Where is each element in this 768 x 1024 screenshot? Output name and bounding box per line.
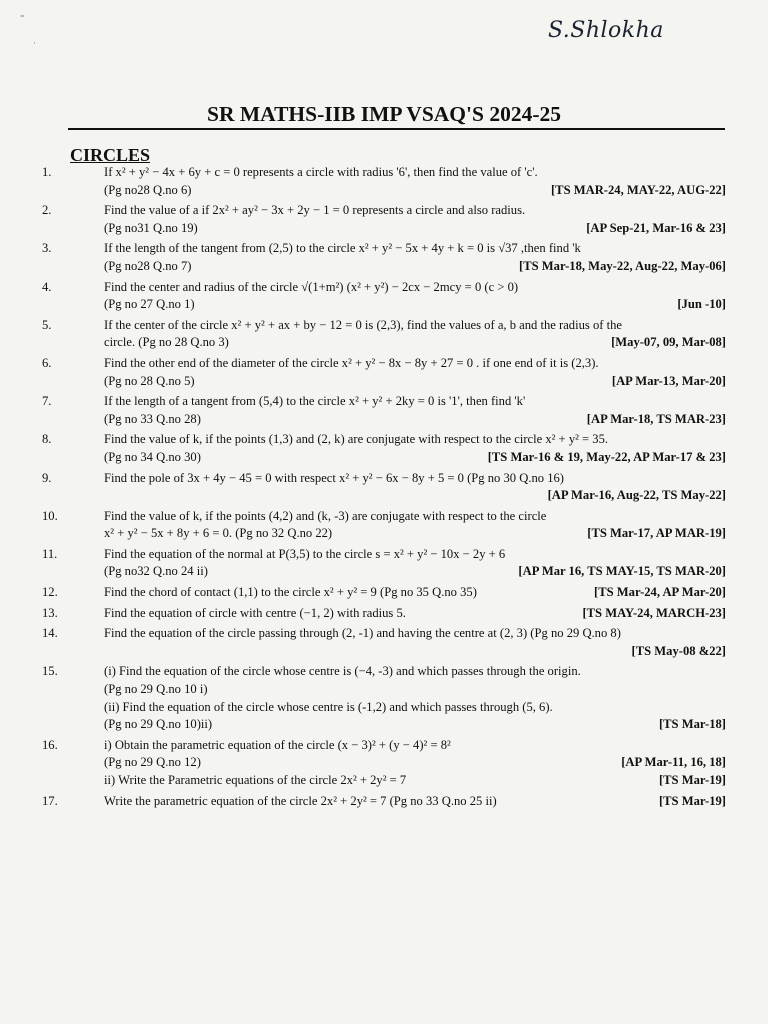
question-text: Find the chord of contact (1,1) to the circle x² + y² = 9 (Pg no 35 Q.no 35) [104,585,477,600]
exam-reference-tag: [AP Sep-21, Mar-16 & 23] [586,220,726,235]
question-body [104,627,726,657]
exam-reference-tag: [Jun -10] [677,297,726,312]
question-body [104,166,726,196]
question-body [104,739,726,787]
exam-reference-tag: [May-07, 09, Mar-08] [611,335,726,350]
title-rule [68,128,725,130]
question-text: x² + y² − 5x + 8y + 6 = 0. (Pg no 32 Q.no 22) [104,526,333,541]
question-number: 1. [42,165,52,179]
question-list [42,166,726,807]
question-line [104,413,726,426]
question-text: (Pg no 28 Q.no 5) [104,373,195,388]
question-line [104,607,726,620]
question-line [104,739,726,752]
question-number: 8. [42,432,52,447]
section-heading: CIRCLES [70,145,151,165]
question-text: If x² + y² − 4x + 6y + c = 0 represents a circle with radius '6', then find the value of 'c'. [104,165,538,179]
question-number: 7. [42,394,52,409]
question-item [42,510,726,540]
question-body [104,242,726,272]
question-number: 2. [42,203,52,218]
question-number: 11. [42,546,58,561]
question-body [104,510,726,540]
question-number: 16. [42,737,58,752]
question-line [104,184,726,197]
question-line [104,204,726,217]
question-number: 3. [42,241,52,256]
question-item [42,281,726,311]
question-line [104,701,726,714]
question-text: Find the other end of the diameter of the circle x² + y² − 8x − 8y + 27 = 0 . if one end of it is (2,3). [104,355,599,370]
question-text: (Pg no 33 Q.no 28) [104,411,201,426]
question-item [42,433,726,463]
question-line [104,451,726,464]
question-line [104,260,726,273]
question-item [42,739,726,787]
question-line [104,375,726,388]
question-text: (i) Find the equation of the circle whose centre is (−4, -3) and which passes through the origin. [104,664,581,679]
question-item [42,204,726,234]
question-line [104,222,726,235]
exam-reference-tag: [TS Mar-19] [658,773,726,787]
question-text: Find the value of k, if the points (4,2) and (k, -3) are conjugate with respect to the circle [104,508,547,523]
handwritten-signature: S.Shlokha [548,18,664,43]
question-line [104,281,726,294]
exam-reference-tag: [TS Mar-18] [658,717,726,732]
question-text: (Pg no 27 Q.no 1) [104,297,195,312]
exam-reference-tag: [AP Mar-13, Mar-20] [611,373,726,388]
question-line [104,645,726,658]
question-item [42,242,726,272]
question-text: (Pg no28 Q.no 7) [104,258,192,273]
question-line [104,586,726,599]
question-text: (Pg no 29 Q.no 12) [104,755,201,770]
question-body [104,395,726,425]
question-line [104,718,726,731]
question-item [42,395,726,425]
question-body [104,319,726,349]
question-text: Find the value of a if 2x² + ay² − 3x + 2y − 1 = 0 represents a circle and also radius. [104,203,526,218]
question-body [104,472,726,502]
question-body [104,795,726,808]
question-text: (Pg no28 Q.no 6) [104,182,192,197]
question-item [42,472,726,502]
question-line [104,795,726,808]
question-number: 12. [42,585,58,600]
question-number: 4. [42,279,52,294]
exam-reference-tag: [AP Mar-18, TS MAR-23] [586,411,726,426]
question-text: If the center of the circle x² + y² + ax + by − 12 = 0 is (2,3), find the values of a, b and the radius of the [104,317,622,332]
exam-reference-tag: [AP Mar-16, Aug-22, TS May-22] [547,488,726,503]
question-text: Find the value of k, if the points (1,3) and (2, k) are conjugate with respect to the circle x² + y² = 35. [104,432,609,447]
question-number: 14. [42,626,58,641]
question-number: 17. [42,793,58,808]
question-number: 10. [42,508,58,523]
exam-reference-tag: [TS Mar-16 & 19, May-22, AP Mar-17 & 23] [487,449,726,464]
question-line [104,774,726,787]
question-text: If the length of the tangent from (2,5) to the circle x² + y² − 5x + 4y + k = 0 is √37 ,then find 'k [104,241,581,256]
question-body [104,607,726,620]
question-text: If the length of a tangent from (5,4) to the circle x² + y² + 2ky = 0 is '1', then find 'k' [104,394,526,409]
question-text: Find the equation of the circle passing through (2, -1) and having the centre at (2, 3) (Pg no 29 Q.no 8) [104,626,621,641]
question-body [104,433,726,463]
question-text: (ii) Find the equation of the circle whose centre is (-1,2) and which passes through (5, 6). [104,699,553,714]
question-body [104,357,726,387]
question-text: Find the equation of circle with centre (−1, 2) with radius 5. [104,605,406,620]
exam-reference-tag: [TS Mar-19] [658,793,726,808]
exam-reference-tag: [TS MAR-24, MAY-22, AUG-22] [550,182,726,197]
question-text: (Pg no32 Q.no 24 ii) [104,564,208,579]
exam-reference-tag: [TS May-08 &22] [631,643,726,658]
exam-reference-tag: [AP Mar-11, 16, 18] [621,755,726,770]
question-body [104,204,726,234]
question-line [104,489,726,502]
question-line [104,510,726,523]
question-line [104,527,726,540]
question-item [42,627,726,657]
question-line [104,433,726,446]
question-item [42,795,726,808]
question-text: Find the equation of the normal at P(3,5) to the circle s = x² + y² − 10x − 2y + 6 [104,546,506,561]
question-number: 6. [42,355,52,370]
question-line [104,319,726,332]
question-text: (Pg no 29 Q.no 10 i) [104,682,208,697]
question-number: 13. [42,605,58,620]
question-body [104,281,726,311]
question-text: (Pg no 29 Q.no 10)ii) [104,717,213,732]
question-line [104,683,726,696]
question-item [42,607,726,620]
question-text: Find the pole of 3x + 4y − 45 = 0 with respect x² + y² − 6x − 8y + 5 = 0 (Pg no 30 Q.no 16) [104,470,564,485]
question-item [42,586,726,599]
question-body [104,548,726,578]
question-body [104,665,726,730]
question-item [42,665,726,730]
exam-reference-tag: [TS Mar-24, AP Mar-20] [594,585,726,600]
question-number: 9. [42,470,52,485]
exam-reference-tag: [AP Mar 16, TS MAY-15, TS MAR-20] [518,564,726,579]
question-number: 15. [42,664,58,679]
question-line [104,665,726,678]
question-item [42,166,726,196]
question-number: 5. [42,317,52,332]
question-item [42,319,726,349]
question-text: Find the center and radius of the circle √(1+m²) (x² + y²) − 2cx − 2mcy = 0 (c > 0) [104,279,519,294]
corner-mark-2: · [33,38,36,48]
question-text: Write the parametric equation of the circle 2x² + 2y² = 7 (Pg no 33 Q.no 25 ii) [104,793,497,808]
question-text: (Pg no31 Q.no 19) [104,220,198,235]
corner-mark-1: ⁼ [20,12,25,22]
question-text: circle. (Pg no 28 Q.no 3) [104,335,229,350]
question-line [104,166,726,179]
page-title: SR MATHS-IIB IMP VSAQ'S 2024-25 [206,102,561,126]
question-text: (Pg no 34 Q.no 30) [104,449,201,464]
question-line [104,756,726,769]
exam-reference-tag: [TS Mar-17, AP MAR-19] [587,526,726,541]
question-line [104,395,726,408]
question-body [104,586,726,599]
question-line [104,242,726,255]
question-line [104,472,726,485]
question-line [104,298,726,311]
question-line [104,357,726,370]
question-line [104,627,726,640]
question-item [42,357,726,387]
question-line [104,548,726,561]
question-text: i) Obtain the parametric equation of the circle (x − 3)² + (y − 4)² = 8² [104,737,451,752]
question-line [104,336,726,349]
exam-reference-tag: [TS Mar-18, May-22, Aug-22, May-06] [519,258,726,273]
exam-reference-tag: [TS MAY-24, MARCH-23] [582,605,726,620]
question-text: ii) Write the Parametric equations of the circle 2x² + 2y² = 7 [104,773,407,787]
question-item [42,548,726,578]
question-line [104,565,726,578]
